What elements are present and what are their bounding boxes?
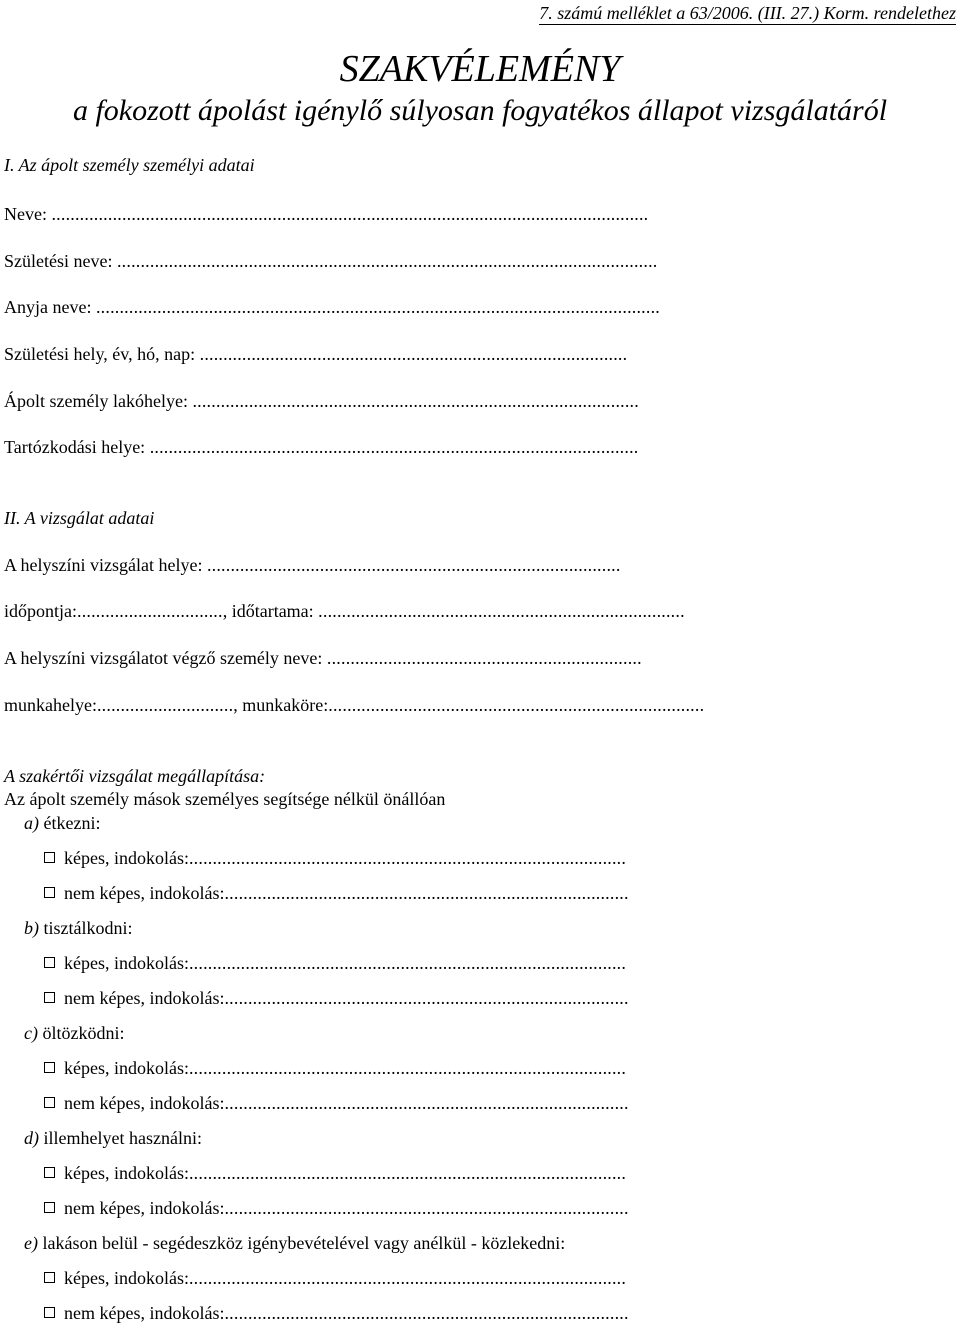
field-label: , munkaköre: (233, 695, 329, 715)
field-label: időpontja: (4, 601, 77, 621)
field-blank: ................................................................................................................... (116, 251, 658, 271)
field-label: Születési hely, év, hó, nap: (4, 344, 196, 364)
option-d-not-capable[interactable]: nem képes, indokolás:...................................................................................... (44, 1197, 629, 1219)
option-c-not-capable[interactable]: nem képes, indokolás:...................................................................................... (44, 1092, 629, 1114)
item-d-toilet: d) illemhelyet használni: (24, 1128, 202, 1148)
field-exam-place[interactable] (4, 554, 621, 576)
checkbox[interactable] (44, 887, 55, 898)
field-blank: ............................................................................................................................... (51, 204, 649, 224)
field-blank: ............................. (96, 695, 234, 715)
field-label: , időtartama: (222, 601, 314, 621)
field-label: Anyja neve: (4, 297, 92, 317)
checkbox[interactable] (44, 1167, 55, 1178)
option-b-not-capable[interactable]: nem képes, indokolás:...................................................................................... (44, 987, 629, 1009)
findings-intro: Az ápolt személy mások személyes segítsége nélkül önállóan (4, 789, 446, 809)
field-blank: ............................................................................................... (192, 391, 639, 411)
checkbox[interactable] (44, 1062, 55, 1073)
page-subtitle: a fokozott ápolást igénylő súlyosan fogyatékos állapot vizsgálatáról (72, 94, 888, 127)
field-name[interactable] (4, 203, 648, 225)
item-c-dressing: c) öltözködni: (24, 1023, 125, 1043)
field-blank: ........................................................................................................ (149, 437, 639, 457)
field-mother-name[interactable] (4, 296, 660, 318)
field-blank: ........................................................................................... (199, 344, 628, 364)
field-blank: ........................................................................................ (206, 555, 621, 575)
field-label: Születési neve: (4, 251, 113, 271)
option-b-capable[interactable]: képes, indokolás:............................................................................................. (44, 952, 626, 974)
findings-heading: A szakértői vizsgálat megállapítása: (4, 766, 266, 786)
field-label: munkahelye: (4, 695, 97, 715)
option-d-capable[interactable]: képes, indokolás:............................................................................................. (44, 1162, 626, 1184)
checkbox[interactable] (44, 852, 55, 863)
field-blank: ........................................................................................................................ (95, 297, 660, 317)
field-label: Ápolt személy lakóhelye: (4, 391, 188, 411)
checkbox[interactable] (44, 1272, 55, 1283)
checkbox[interactable] (44, 992, 55, 1003)
field-label: A helyszíni vizsgálatot végző személy neve: (4, 648, 323, 668)
checkbox[interactable] (44, 1202, 55, 1213)
field-birth-name[interactable] (4, 250, 657, 272)
field-label: Tartózkodási helye: (4, 437, 146, 457)
checkbox[interactable] (44, 1307, 55, 1318)
field-examiner-work[interactable] (4, 694, 704, 716)
field-blank: ................................................................................ (328, 695, 705, 715)
section2-heading: II. A vizsgálat adatai (4, 508, 155, 528)
option-e-capable[interactable]: képes, indokolás:............................................................................................. (44, 1267, 626, 1289)
page-title: SZAKVÉLEMÉNY (339, 48, 621, 90)
field-exam-time[interactable] (4, 600, 685, 622)
option-c-capable[interactable]: képes, indokolás:............................................................................................. (44, 1057, 626, 1079)
checkbox[interactable] (44, 1097, 55, 1108)
field-blank: ............................... (77, 601, 223, 621)
field-blank: ................................................................... (326, 648, 642, 668)
field-blank: .............................................................................. (318, 601, 685, 621)
option-a-capable[interactable]: képes, indokolás:............................................................................................. (44, 847, 626, 869)
field-birth-place-date[interactable] (4, 343, 627, 365)
item-b-washing: b) tisztálkodni: (24, 918, 133, 938)
field-label: A helyszíni vizsgálat helye: (4, 555, 203, 575)
item-e-moving: e) lakáson belül - segédeszköz igénybevételével vagy anélkül - közlekedni: (24, 1233, 566, 1253)
item-a-eating: a) étkezni: (24, 813, 101, 833)
option-e-not-capable[interactable]: nem képes, indokolás:...................................................................................... (44, 1302, 629, 1324)
field-stay-place[interactable] (4, 436, 639, 458)
field-label: Neve: (4, 204, 47, 224)
regulation-reference: 7. számú melléklet a 63/2006. (III. 27.) Korm. rendelethez (539, 3, 956, 23)
field-residence[interactable] (4, 390, 639, 412)
checkbox[interactable] (44, 957, 55, 968)
field-examiner-name[interactable] (4, 647, 642, 669)
section1-heading: I. Az ápolt személy személyi adatai (4, 155, 255, 175)
option-a-not-capable[interactable]: nem képes, indokolás:...................................................................................... (44, 882, 629, 904)
